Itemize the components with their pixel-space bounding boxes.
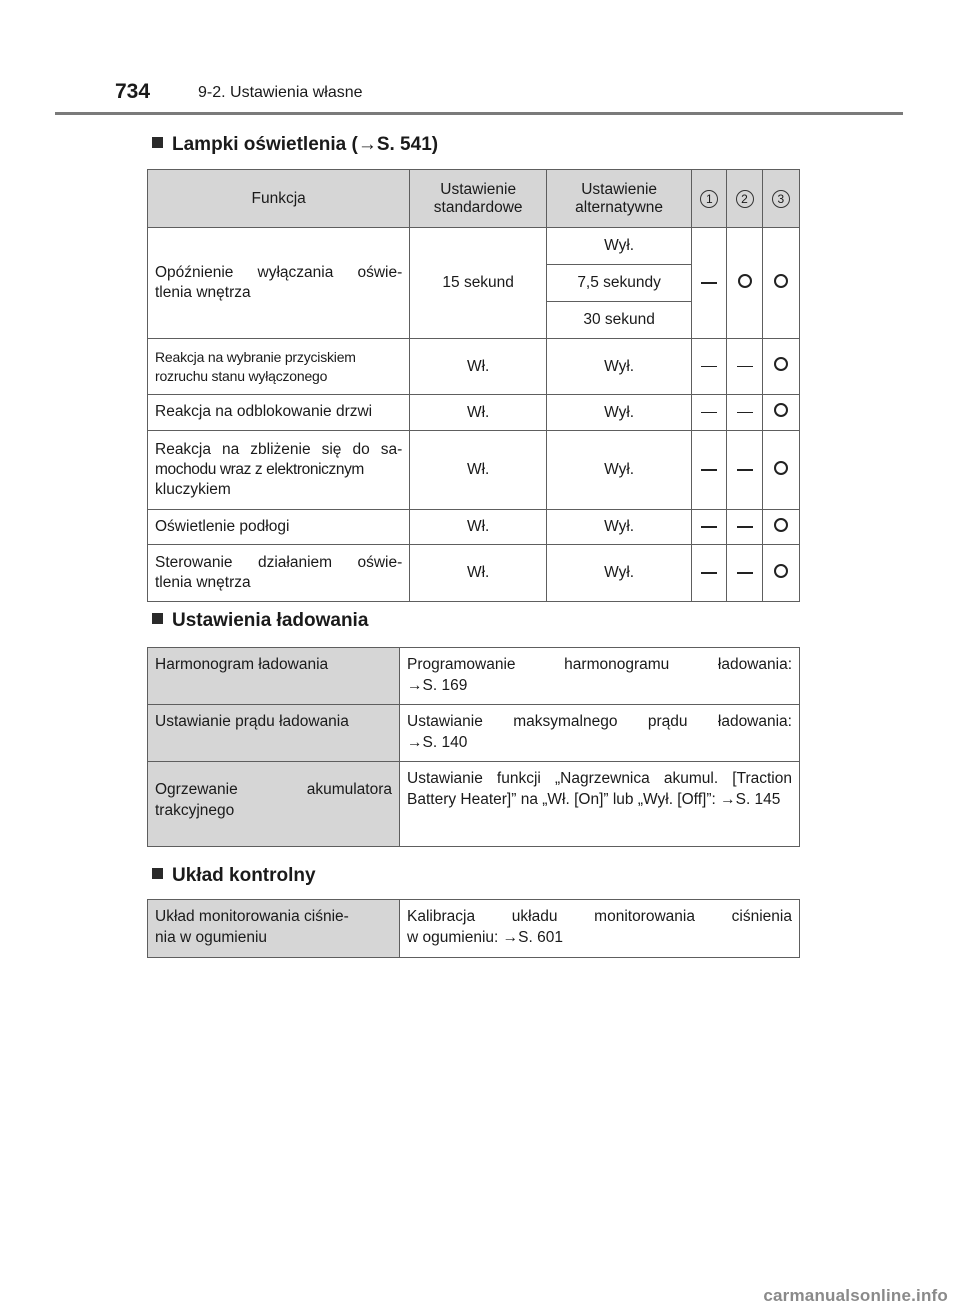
- header-col-1: [692, 170, 727, 228]
- setting-value: Ustawianie maksymalnego prądu ładowania: →S. 140: [400, 705, 800, 762]
- alternative-cell: Wył.: [547, 545, 692, 602]
- function-cell: Sterowanie działaniem oświe- tlenia wnętrza: [148, 545, 410, 602]
- header-col-2: [727, 170, 762, 228]
- alternative-cell: Wył.: [547, 228, 692, 265]
- dash-icon: [701, 572, 717, 574]
- dash-icon: [701, 412, 717, 414]
- setting-label: Ogrzewanie akumulatora trakcyjnego: [148, 762, 400, 847]
- dash-icon: [737, 469, 753, 471]
- dash-icon: [701, 469, 717, 471]
- circle-mark-icon: [774, 564, 788, 578]
- square-bullet-icon: [152, 868, 163, 879]
- dash-icon: [701, 526, 717, 528]
- table-row: [148, 648, 800, 705]
- section-heading-ladowanie: Ustawienia ładowania: [152, 610, 368, 632]
- circle-mark-icon: [738, 274, 752, 288]
- circle-mark-icon: [774, 357, 788, 371]
- alternative-cell: Wył.: [547, 431, 692, 510]
- header-standard: Ustawienie standardowe: [410, 170, 547, 228]
- setting-label: Układ monitorowania ciśnie- nia w ogumieniu: [148, 900, 400, 958]
- square-bullet-icon: [152, 137, 163, 148]
- alternative-cell: Wył.: [547, 395, 692, 431]
- alternative-cell: Wył.: [547, 339, 692, 395]
- table-row: [148, 431, 800, 510]
- section-heading-lampki: Lampki oświetlenia (→S. 541): [152, 134, 438, 156]
- dash-icon: [737, 366, 753, 368]
- dash-icon: [701, 366, 717, 368]
- function-cell: Reakcja na odblokowanie drzwi: [148, 395, 410, 431]
- chapter-title: 9-2. Ustawienia własne: [198, 84, 363, 101]
- circle-mark-icon: [774, 518, 788, 532]
- circle-mark-icon: [774, 274, 788, 288]
- header-alternative: Ustawienie alternatywne: [547, 170, 692, 228]
- setting-value: Ustawianie funkcji „Nagrzewnica akumul. [Traction Battery Heater]” na „Wł. [On]” lub „Wył. [Off]”: →S. 145: [400, 762, 800, 847]
- arrow-right-icon: →: [502, 928, 519, 946]
- lampki-table: [147, 169, 800, 602]
- header-rule: [55, 112, 903, 115]
- dash-icon: [701, 282, 717, 284]
- table-header-row: [148, 170, 800, 228]
- setting-value: Kalibracja układu monitorowania ciśnienia w ogumieniu: →S. 601: [400, 900, 800, 958]
- circle-mark-icon: [774, 461, 788, 475]
- arrow-right-icon: →: [720, 790, 736, 808]
- setting-label: Harmonogram ładowania: [148, 648, 400, 705]
- table-row: [148, 545, 800, 602]
- standard-cell: 15 sekund: [410, 228, 547, 339]
- col3-cell: [762, 228, 799, 339]
- arrow-right-icon: →: [407, 733, 423, 751]
- alternative-cell: 7,5 sekundy: [547, 265, 692, 302]
- table-row: [148, 510, 800, 545]
- standard-cell: Wł.: [410, 339, 547, 395]
- arrow-right-icon: →: [407, 676, 423, 694]
- standard-cell: Wł.: [410, 395, 547, 431]
- col1-cell: [692, 228, 727, 339]
- circle-mark-icon: [774, 403, 788, 417]
- circled-number-icon: 3: [772, 190, 790, 208]
- header-funkcja: Funkcja: [148, 170, 410, 228]
- watermark: carmanualsonline.info: [763, 1286, 948, 1305]
- uklad-kontrolny-table: [147, 899, 800, 958]
- dash-icon: [737, 526, 753, 528]
- table-row: [148, 900, 800, 958]
- page-number: 734: [115, 80, 151, 103]
- setting-value: Programowanie harmonogramu ładowania: →S. 169: [400, 648, 800, 705]
- setting-label: Ustawianie prądu ładowania: [148, 705, 400, 762]
- table-row: [148, 228, 800, 265]
- function-cell: Opóźnienie wyłączania oświe- tlenia wnętrza: [148, 228, 410, 339]
- standard-cell: Wł.: [410, 431, 547, 510]
- table-row: [148, 339, 800, 395]
- table-row: [148, 762, 800, 847]
- function-cell: Reakcja na wybranie przyciskiem rozruchu stanu wyłączonego: [148, 339, 410, 395]
- arrow-right-icon: →: [357, 134, 377, 155]
- alternative-cell: 30 sekund: [547, 302, 692, 339]
- table-row: [148, 705, 800, 762]
- standard-cell: Wł.: [410, 510, 547, 545]
- function-cell: Oświetlenie podłogi: [148, 510, 410, 545]
- table-row: [148, 395, 800, 431]
- page-header: [115, 80, 905, 112]
- dash-icon: [737, 412, 753, 414]
- alternative-cell: Wył.: [547, 510, 692, 545]
- circled-number-icon: 2: [736, 190, 754, 208]
- circled-number-icon: 1: [700, 190, 718, 208]
- ladowanie-table: [147, 647, 800, 847]
- function-cell: Reakcja na zbliżenie się do sa- mochodu wraz z elektronicznym kluczykiem: [148, 431, 410, 510]
- standard-cell: Wł.: [410, 545, 547, 602]
- section-heading-uklad-kontrolny: Układ kontrolny: [152, 865, 316, 887]
- header-col-3: [762, 170, 799, 228]
- square-bullet-icon: [152, 613, 163, 624]
- col2-cell: [727, 228, 762, 339]
- dash-icon: [737, 572, 753, 574]
